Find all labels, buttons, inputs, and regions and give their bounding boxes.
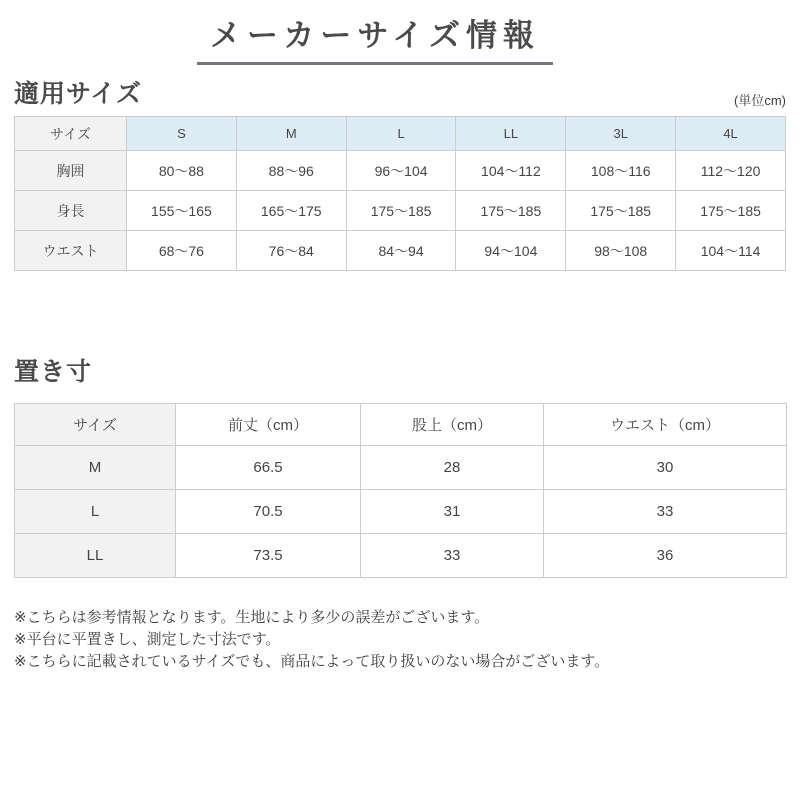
table-cell: 98〜108 [566,231,676,271]
size-column-header: LL [456,117,566,151]
table-cell: 112〜120 [676,151,786,191]
table-row [15,191,786,231]
size-column-header: M [236,117,346,151]
applicable-size-section-header [14,74,786,110]
table-cell: 155〜165 [127,191,237,231]
table-cell: 33 [544,490,787,534]
footnotes [14,607,786,673]
table-row [15,490,787,534]
table-cell: 175〜185 [456,191,566,231]
column-header: 股上（cm） [361,404,544,446]
table-cell: 76〜84 [236,231,346,271]
table-cell: 94〜104 [456,231,566,271]
applicable-size-table [14,116,786,271]
column-header: 前丈（cm） [176,404,361,446]
table-cell: 80〜88 [127,151,237,191]
unit-note: (単位cm) [734,93,786,108]
table-row [15,231,786,271]
size-column-header: L [346,117,456,151]
table-cell: 70.5 [176,490,361,534]
table-row [15,446,787,490]
table-cell: 68〜76 [127,231,237,271]
row-label: L [15,490,176,534]
table-cell: 108〜116 [566,151,676,191]
table-cell: 175〜185 [346,191,456,231]
applicable-size-heading: 適用サイズ [14,80,143,108]
title-wrap [14,10,736,65]
table-cell: 175〜185 [676,191,786,231]
footnote: ※こちらは参考情報となります。生地により多少の誤差がございます。 [14,609,490,626]
table-cell: 104〜114 [676,231,786,271]
table-cell: 165〜175 [236,191,346,231]
column-header: サイズ [15,404,176,446]
footnote: ※平台に平置きし、測定した寸法です。 [14,631,281,648]
table-cell: 88〜96 [236,151,346,191]
flat-measure-section-header [14,352,786,388]
table-cell: 36 [544,534,787,578]
row-label: ウエスト [15,231,127,271]
page-title: メーカーサイズ情報 [197,10,553,65]
table-cell: 73.5 [176,534,361,578]
size-column-header: 4L [676,117,786,151]
table-cell: 175〜185 [566,191,676,231]
footnote: ※こちらに記載されているサイズでも、商品によって取り扱いのない場合がございます。 [14,653,610,670]
table-cell: 31 [361,490,544,534]
table-cell: 33 [361,534,544,578]
size-column-header: S [127,117,237,151]
row-label: 胸囲 [15,151,127,191]
table-cell: 30 [544,446,787,490]
table-cell: 66.5 [176,446,361,490]
flat-measure-table [14,403,787,578]
row-label: LL [15,534,176,578]
corner-header-cell: サイズ [15,117,127,151]
row-label: 身長 [15,191,127,231]
table-header-row [15,117,786,151]
table-row [15,151,786,191]
table-cell: 96〜104 [346,151,456,191]
size-column-header: 3L [566,117,676,151]
table-cell: 104〜112 [456,151,566,191]
row-label: M [15,446,176,490]
column-header: ウエスト（cm） [544,404,787,446]
table-row [15,534,787,578]
table-header-row [15,404,787,446]
table-cell: 84〜94 [346,231,456,271]
table-cell: 28 [361,446,544,490]
flat-measure-heading: 置き寸 [14,358,93,386]
